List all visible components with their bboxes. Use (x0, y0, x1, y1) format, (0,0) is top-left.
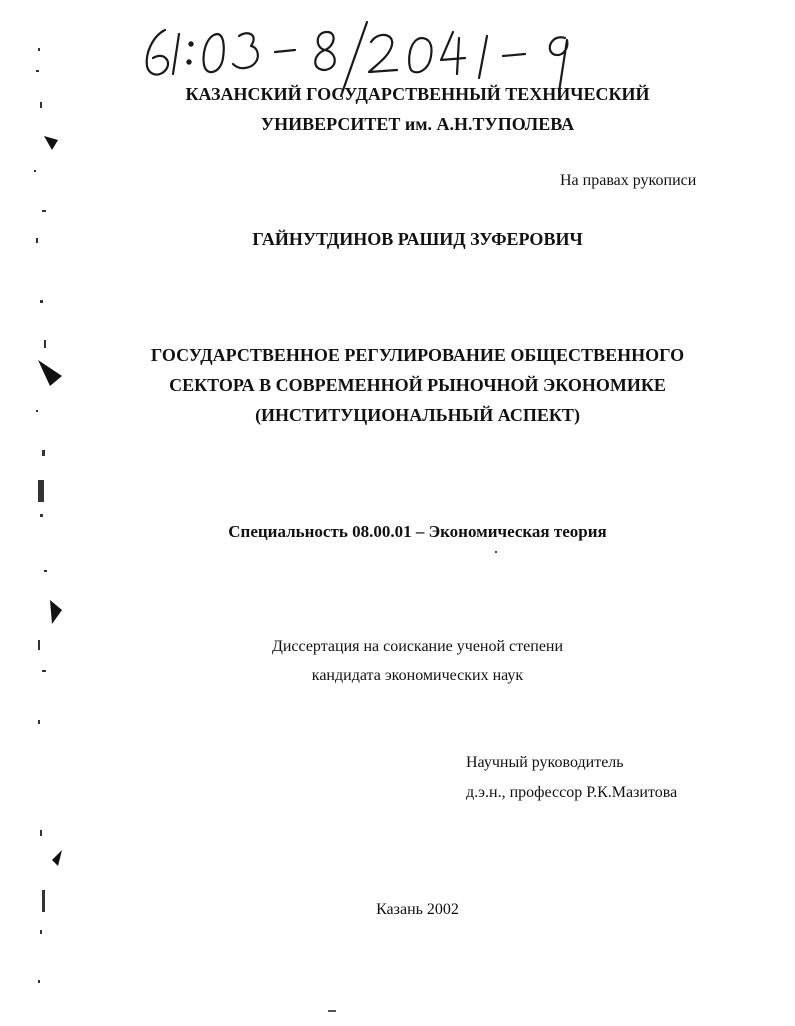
thesis-title-line1: ГОСУДАРСТВЕННОЕ РЕГУЛИРОВАНИЕ ОБЩЕСТВЕННОГО (150, 345, 685, 365)
university-name-line1: КАЗАНСКИЙ ГОСУДАРСТВЕННЫЙ ТЕХНИЧЕСКИЙ (185, 84, 650, 104)
dissertation-line2: кандидата экономических наук (311, 667, 524, 684)
thesis-title-line3: (ИНСТИТУЦИОНАЛЬНЫЙ АСПЕКТ) (255, 405, 580, 425)
scan-dash (328, 1010, 336, 1012)
supervisor-label: Научный руководитель (466, 754, 624, 771)
supervisor-name: д.э.н., профессор Р.К.Мазитова (466, 784, 678, 801)
scan-dot (495, 551, 497, 553)
author-name: ГАЙНУТДИНОВ РАШИД ЗУФЕРОВИЧ (252, 229, 583, 249)
university-name-line2: УНИВЕРСИТЕТ им. А.Н.ТУПОЛЕВА (260, 114, 575, 134)
city-year: Казань 2002 (376, 901, 459, 918)
rights-note: На правах рукописи (560, 172, 697, 189)
dissertation-line1: Диссертация на соискание ученой степени (271, 638, 564, 655)
specialty: Специальность 08.00.01 – Экономическая теория (228, 522, 607, 541)
thesis-title-line2: СЕКТОРА В СОВРЕМЕННОЙ РЫНОЧНОЙ ЭКОНОМИКЕ (169, 375, 666, 395)
